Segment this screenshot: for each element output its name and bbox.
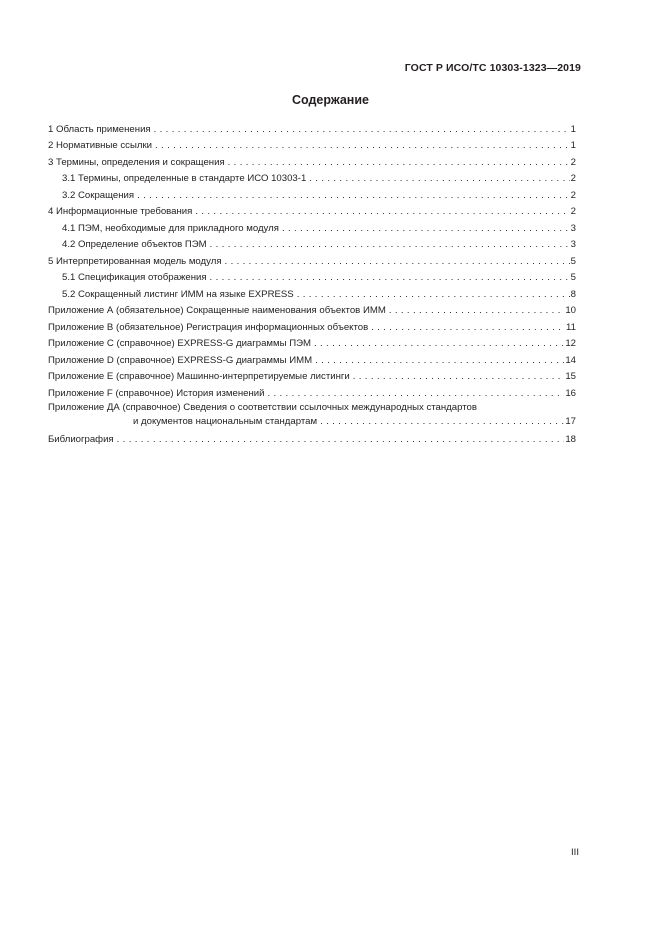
toc-entry-label: 3 Термины, определения и сокращения (48, 157, 228, 169)
toc-entry-page: 5 (570, 255, 576, 267)
toc-entry[interactable] (48, 185, 576, 202)
toc-entry[interactable] (48, 383, 576, 400)
toc-dot-leader (155, 140, 570, 152)
toc-entry-page: 16 (565, 387, 576, 399)
toc-entry[interactable] (48, 169, 576, 186)
toc-entry-page: 3 (570, 239, 576, 250)
toc-entry-label: Приложение Е (справочное) Машинно-интерпретируемые листинги (48, 371, 353, 383)
toc-entry-page: 17 (565, 415, 576, 427)
toc-entry-label: Приложение В (обязательное) Регистрация информационных объектов (48, 322, 371, 334)
toc-dot-leader (314, 338, 564, 350)
toc-title: Содержание (291, 93, 369, 107)
toc-entry-page: 12 (565, 338, 576, 349)
toc-entry[interactable] (48, 202, 576, 219)
toc-entry-label: 3.2 Сокращения (62, 190, 137, 202)
table-of-contents (48, 119, 576, 446)
toc-dot-leader (210, 272, 570, 284)
toc-dot-leader (225, 256, 570, 268)
toc-entry-label: 4 Информационные требования (48, 206, 195, 218)
toc-entry-page: 2 (570, 189, 576, 201)
toc-entry-page: 10 (565, 305, 576, 316)
toc-entry-label: 5.1 Спецификация отображения (62, 272, 210, 284)
document-header: ГОСТ Р ИСО/ТС 10303-1323—2019 (404, 62, 581, 74)
toc-entry-page: 1 (570, 123, 576, 135)
toc-entry[interactable] (48, 317, 576, 334)
toc-entry[interactable] (48, 136, 576, 153)
toc-dot-leader (137, 190, 570, 202)
toc-entry-page: 1 (570, 140, 576, 151)
toc-entry-label-line2: и документов национальным стандартам (133, 416, 320, 428)
toc-entry[interactable] (48, 152, 576, 169)
toc-entry-label: 2 Нормативные ссылки (48, 140, 155, 152)
toc-dot-leader (117, 434, 565, 446)
toc-entry[interactable] (48, 251, 576, 268)
toc-dot-leader (389, 305, 565, 317)
toc-entry-label: 1 Область применения (48, 124, 154, 136)
toc-entry-label: 5.2 Сокращенный листинг ИММ на языке EXPRESS (62, 289, 297, 301)
toc-entry-page: 14 (565, 354, 576, 366)
toc-dot-leader (320, 416, 564, 428)
toc-entry-label: Библиография (48, 434, 117, 446)
toc-dot-leader (195, 206, 569, 218)
toc-entry[interactable] (48, 350, 576, 367)
toc-entry-label: 4.2 Определение объектов ПЭМ (62, 239, 210, 251)
toc-dot-leader (282, 223, 570, 235)
toc-dot-leader (371, 322, 565, 334)
toc-entry-page: 15 (565, 371, 576, 382)
toc-entry-annex-da[interactable] (48, 400, 576, 430)
toc-dot-leader (228, 157, 570, 169)
toc-entry-label: Приложение F (справочное) История изменений (48, 388, 267, 400)
toc-dot-leader (315, 355, 564, 367)
toc-entry[interactable] (48, 218, 576, 235)
toc-entry[interactable] (48, 268, 576, 285)
toc-dot-leader (309, 173, 569, 185)
toc-entry-label: 3.1 Термины, определенные в стандарте ИСО 10303-1 (62, 173, 309, 185)
toc-entry[interactable] (48, 119, 576, 136)
toc-entry[interactable] (48, 367, 576, 384)
toc-entry-page: 2 (570, 173, 576, 184)
toc-entry[interactable] (48, 235, 576, 252)
toc-entry-label: Приложение А (обязательное) Сокращенные наименования объектов ИММ (48, 305, 389, 317)
toc-entry-page: 2 (570, 156, 576, 168)
toc-dot-leader (154, 124, 570, 136)
toc-entries (48, 119, 576, 400)
toc-dot-leader (353, 371, 565, 383)
toc-entry-page: 5 (570, 272, 576, 283)
toc-entry[interactable] (48, 284, 576, 301)
toc-entry-label: Приложение С (справочное) EXPRESS-G диаграммы ПЭМ (48, 338, 314, 350)
toc-dot-leader (297, 289, 570, 301)
toc-entry-page: 3 (570, 222, 576, 234)
toc-entry[interactable] (48, 334, 576, 351)
toc-entry-label: 4.1 ПЭМ, необходимые для прикладного модуля (62, 223, 282, 235)
page-number: III (571, 847, 579, 858)
toc-dot-leader (267, 388, 564, 400)
toc-entry-page: 8 (570, 288, 576, 300)
toc-entry-bibliography[interactable] (48, 430, 576, 447)
toc-dot-leader (210, 239, 570, 251)
toc-entry[interactable] (48, 301, 576, 318)
toc-entry-label: Приложение D (справочное) EXPRESS-G диаграммы ИММ (48, 355, 315, 367)
toc-entry-page: 11 (566, 321, 576, 333)
toc-entry-page: 2 (570, 206, 576, 217)
toc-entry-label: 5 Интерпретированная модель модуля (48, 256, 225, 268)
toc-entry-page: 18 (565, 434, 576, 445)
toc-entry-label-line1: Приложение ДА (справочное) Сведения о соответствии ссылочных международных стандартов (48, 401, 477, 413)
